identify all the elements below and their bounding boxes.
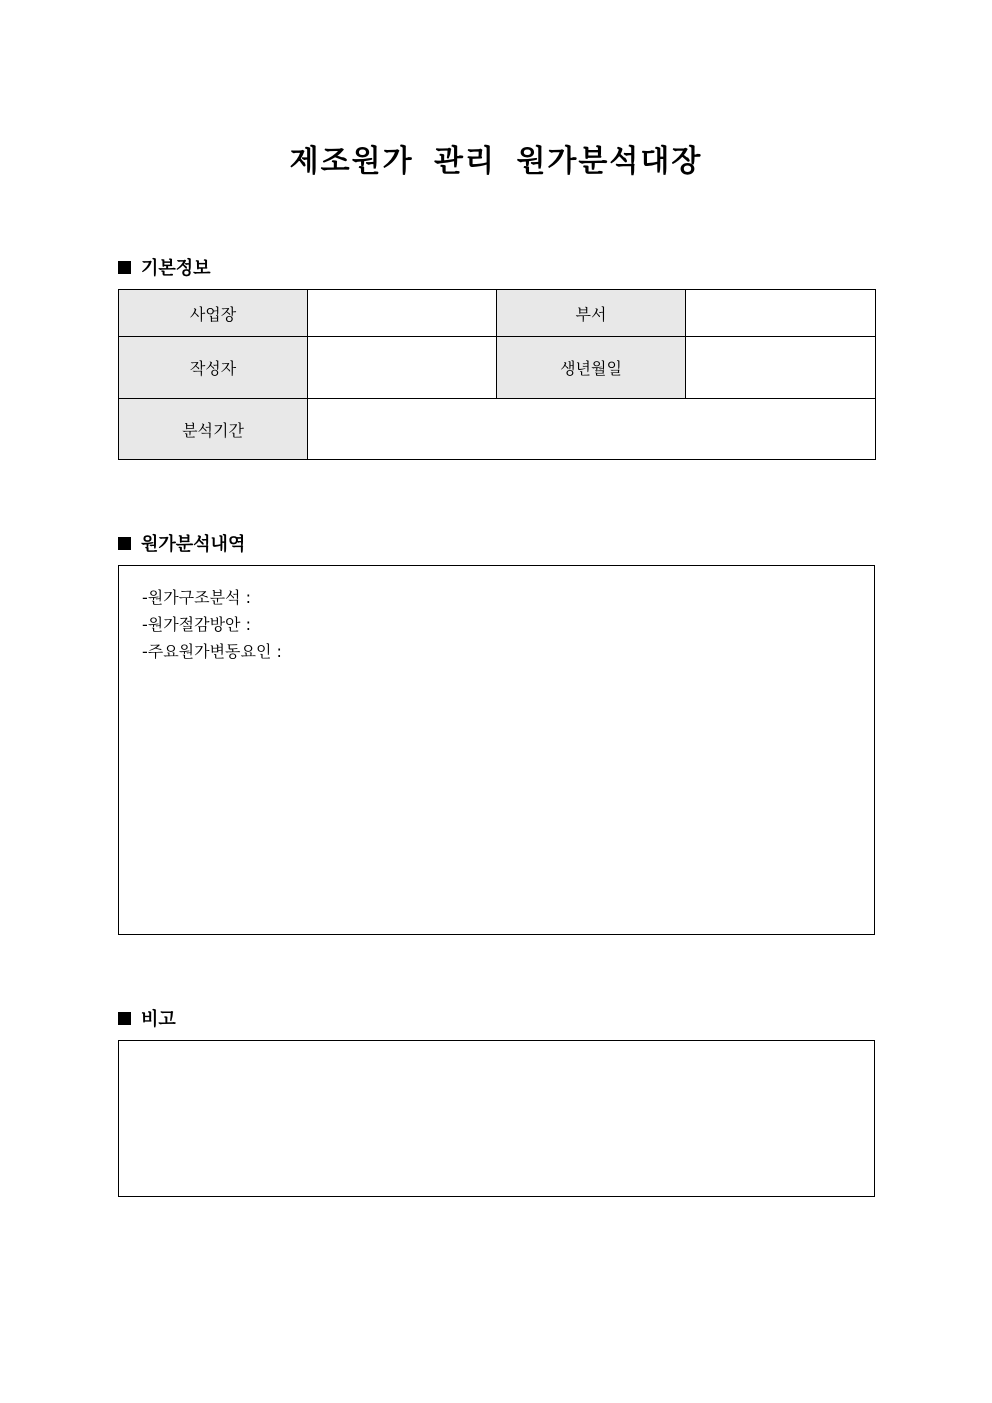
workplace-label: 사업장 bbox=[119, 290, 308, 337]
remarks-heading bbox=[118, 1005, 176, 1031]
table-row bbox=[119, 399, 876, 460]
page-title: 제조원가 관리 원가분석대장 bbox=[289, 144, 703, 179]
analysis-period-field[interactable] bbox=[308, 399, 876, 460]
cost-structure-line: -원가구조분석 : bbox=[142, 588, 251, 607]
table-row bbox=[119, 337, 876, 399]
author-label: 작성자 bbox=[119, 337, 308, 399]
analysis-heading bbox=[118, 530, 245, 556]
remarks-box[interactable] bbox=[118, 1040, 875, 1197]
remarks-heading-label: 비고 bbox=[141, 1009, 176, 1030]
analysis-period-label: 분석기간 bbox=[119, 399, 308, 460]
basic-info-heading-label: 기본정보 bbox=[141, 258, 211, 279]
table-row bbox=[119, 290, 876, 337]
department-label: 부서 bbox=[497, 290, 686, 337]
analysis-heading-label: 원가분석내역 bbox=[141, 534, 246, 555]
basic-info-heading bbox=[118, 254, 211, 280]
department-field[interactable] bbox=[686, 290, 876, 337]
birthdate-field[interactable] bbox=[686, 337, 876, 399]
basic-info-table bbox=[118, 289, 876, 460]
analysis-lines bbox=[119, 566, 874, 665]
birthdate-label: 생년월일 bbox=[497, 337, 686, 399]
analysis-box[interactable] bbox=[118, 565, 875, 935]
author-field[interactable] bbox=[308, 337, 497, 399]
square-bullet-icon bbox=[118, 537, 131, 550]
cost-change-factor-line: -주요원가변동요인 : bbox=[142, 642, 282, 661]
square-bullet-icon bbox=[118, 1012, 131, 1025]
cost-reduction-line: -원가절감방안 : bbox=[142, 615, 251, 634]
square-bullet-icon bbox=[118, 261, 131, 274]
workplace-field[interactable] bbox=[308, 290, 497, 337]
